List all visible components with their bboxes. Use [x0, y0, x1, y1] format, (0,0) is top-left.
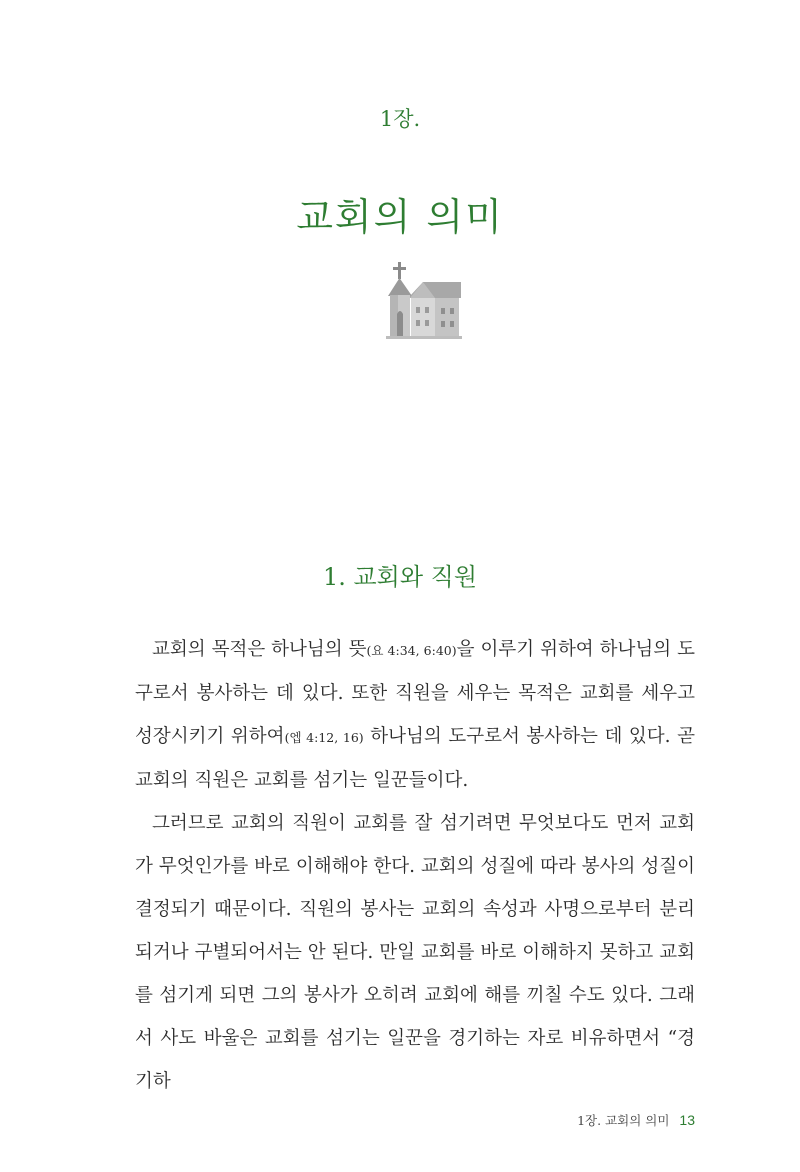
paragraph-1 [135, 628, 695, 802]
paragraph-text: 을 이루기 위하여 하나님의 도구로서 봉사하는 데 있다. 또한 직원을 세우는 목적은 교회를 세우고 성장시키기 위하여 [135, 639, 695, 747]
paragraph-text: 교회의 목적은 하나님의 뜻 [152, 639, 367, 660]
page-number: 13 [679, 1112, 695, 1128]
section-heading: 1. 교회와 직원 [322, 563, 478, 591]
page-footer [400, 1111, 695, 1129]
church-icon [383, 262, 463, 340]
body-text [135, 628, 695, 1103]
paragraph-2: 그러므로 교회의 직원이 교회를 잘 섬기려면 무엇보다도 먼저 교회가 무엇인가를 바로 이해해야 한다. 교회의 성질에 따라 봉사의 성질이 결정되기 때문이다. 직원의 봉사는 교회의 속성과 사명으로부터 분리되거나 구별되어서는 안 된다. 만일 교회를 바로 이해하지 못하고 교회를 섬기게 되면 그의 봉사가 오히려 교회에 해를 끼칠 수도 있다. 그래서 사도 바울은 교회를 섬기는 일꾼을 경기하는 자로 비유하면서 “경기하 [135, 813, 695, 1092]
scripture-reference: (엡 4:12, 16) [284, 730, 364, 745]
chapter-title: 교회의 의미 [296, 195, 504, 239]
chapter-label: 1장. [379, 107, 421, 131]
paragraph-text: 하나님의 도구로서 봉사하는 데 있다. 곧 교회의 직원은 교회를 섬기는 일꾼들이다. [135, 726, 695, 791]
running-title: 1장. 교회의 의미 [577, 1113, 670, 1128]
scripture-reference: (요 4:34, 6:40) [366, 643, 457, 658]
